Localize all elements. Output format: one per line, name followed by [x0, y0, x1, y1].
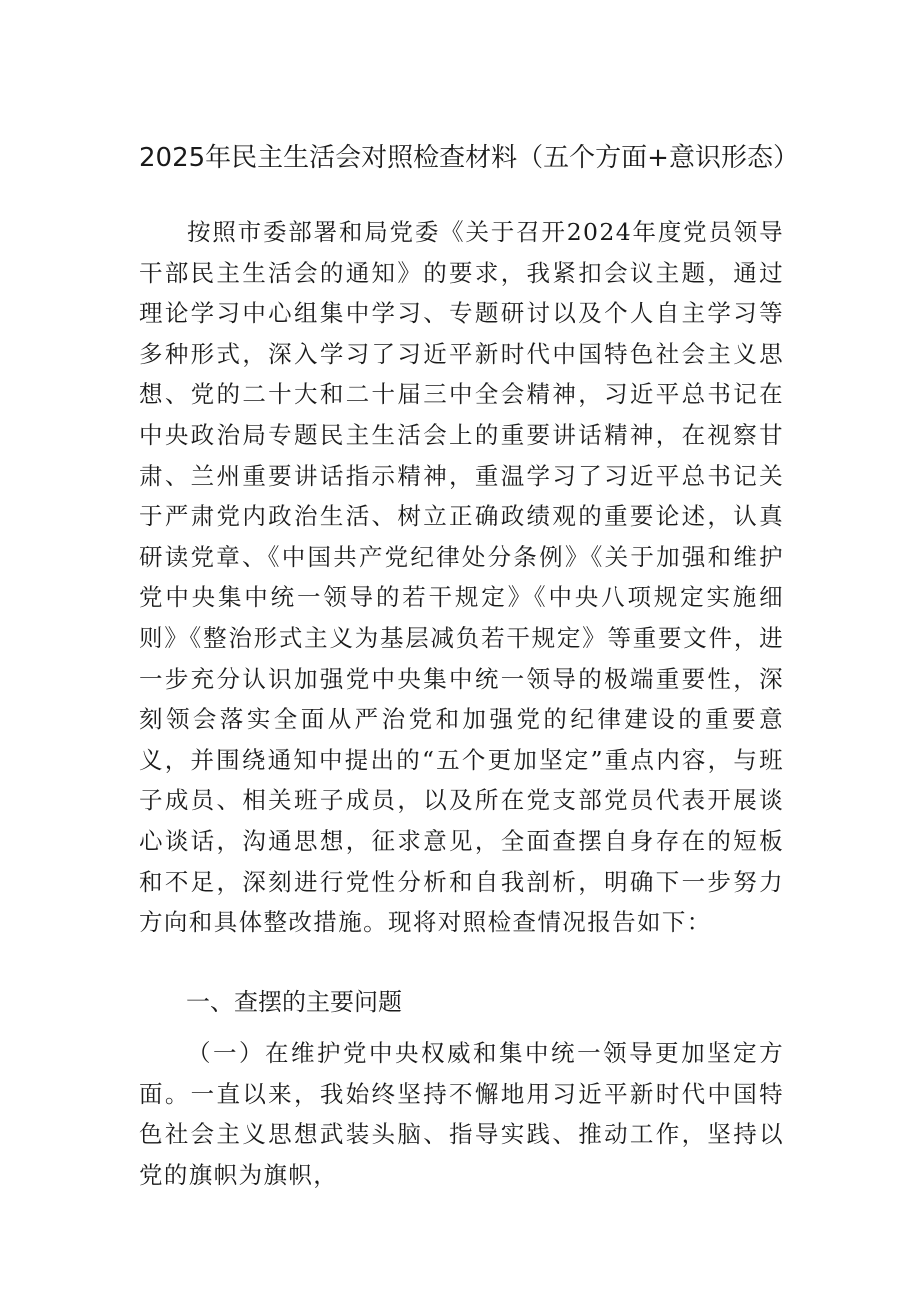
subsection-paragraph: （一）在维护党中央权威和集中统一领导更加坚定方面。一直以来，我始终坚持不懈地用习近平新时代中国特色社会主义思想武装头脑、指导实践、推动工作，坚持以党的旗帜为旗帜，	[139, 1039, 784, 1189]
intro-paragraph: 按照市委部署和局党委《关于召开2024年度党员领导干部民主生活会的通知》的要求，我紧扣会议主题，通过理论学习中心组集中学习、专题研讨以及个人自主学习等多种形式，深入学习了习近平新时代中国特色社会主义思想、党的二十大和二十届三中全会精神，习近平总书记在中央政治局专题民主生活会上的重要讲话精神，在视察甘肃、兰州重要讲话指示精神，重温学习了习近平总书记关于严肃党内政治生活、树立正确政绩观的重要论述，认真研读党章、《中国共产党纪律处分条例》《关于加强和维护党中央集中统一领导的若干规定》《中央八项规定实施细则》《整治形式主义为基层减负若干规定》等重要文件，进一步充分认识加强党中央集中统一领导的极端重要性，深刻领会落实全面从严治党和加强党的纪律建设的重要意义，并围绕通知中提出的“五个更加坚定”重点内容，与班子成员、相关班子成员，以及所在党支部党员代表开展谈心谈话，沟通思想，征求意见，全面查摆自身存在的短板和不足，深刻进行党性分析和自我剖析，明确下一步努力方向和具体整改措施。现将对照检查情况报告如下：	[139, 218, 784, 937]
section-heading-problems: 一、查摆的主要问题	[186, 988, 402, 1016]
document-title: 2025年民主生活会对照检查材料（五个方面+意识形态）	[139, 143, 799, 173]
